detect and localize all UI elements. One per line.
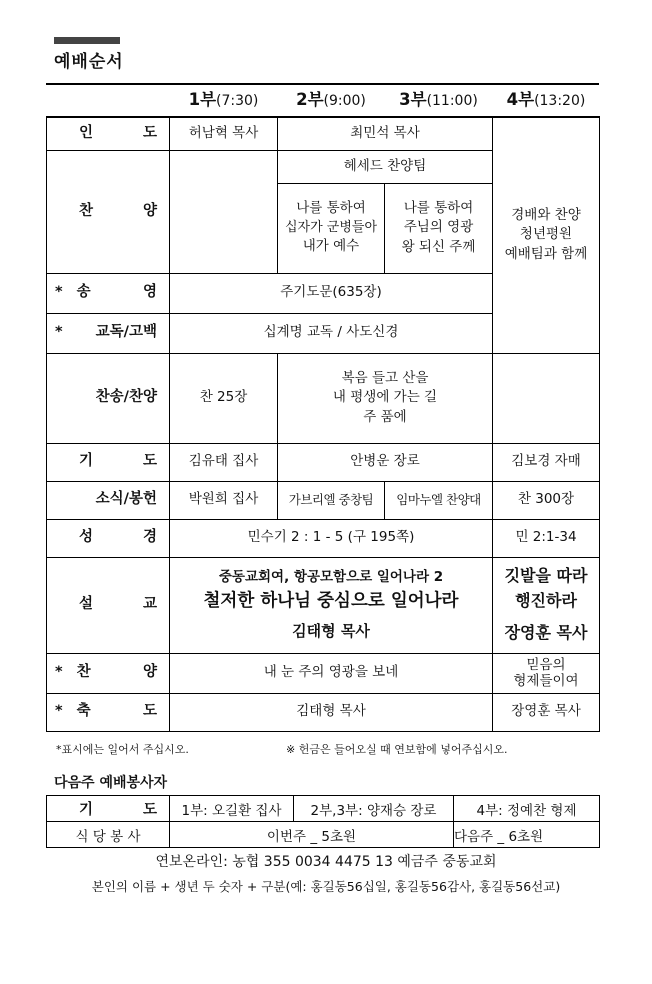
row-anthem	[47, 353, 600, 443]
label-scripture: 성 경	[47, 519, 170, 557]
label-praise: 찬 양	[47, 150, 170, 273]
invocation-s23: 최민석 목사	[278, 117, 493, 150]
praise-team: 헤세드 찬양팀	[278, 150, 493, 183]
row-final-praise	[47, 653, 600, 693]
page-title: 예배순서	[54, 52, 124, 72]
sermon-s4: 깃발을 따라 행진하라 장영훈 목사	[493, 557, 600, 653]
label-benediction: * 축 도	[47, 693, 170, 731]
online-offering: 연보온라인: 농협 355 0034 4475 13 예금주 중동교회	[155, 854, 497, 870]
praise-s2: 나를 통하여 십자가 군병들아 내가 예수	[278, 183, 385, 273]
label-hymn: * 송 영	[47, 273, 170, 313]
note-offering: ※ 헌금은 들어오실 때 연보함에 넣어주십시오.	[286, 743, 508, 756]
anthem-s1: 찬 25장	[170, 353, 278, 443]
service-header-row	[47, 84, 600, 117]
next-prayer-label: 기 도	[47, 796, 170, 822]
worship-order-table	[46, 84, 600, 732]
service-4: 4부(13:20)	[493, 84, 600, 117]
final-praise-s4: 믿음의 형제들이여	[493, 653, 600, 693]
next-prayer-23: 2부,3부: 양재승 장로	[294, 796, 454, 822]
benediction-s4: 장영훈 목사	[493, 693, 600, 731]
creed-value: 십계명 교독 / 사도신경	[170, 313, 493, 353]
prayer-s1: 김유태 집사	[170, 443, 278, 481]
service-2: 2부(9:00)	[278, 84, 385, 117]
sermon-s123	[170, 557, 493, 653]
kitchen-this-week: 이번주 _ 5초원	[170, 822, 454, 848]
offering-guide: 본인의 이름 + 생년 두 숫자 + 구분(예: 홍길동56십일, 홍길동56감사, 홍길동56선교)	[91, 879, 561, 894]
note-stand: *표시에는 일어서 주십시오.	[56, 743, 189, 756]
praise-s1-empty	[170, 150, 278, 273]
kitchen-next-week: 다음주 _ 6초원	[454, 822, 600, 848]
next-prayer-row	[47, 796, 600, 822]
hymn-value: 주기도문(635장)	[170, 273, 493, 313]
final-praise-s123: 내 눈 주의 영광을 보네	[170, 653, 493, 693]
sermon-title: 철저한 하나님 중심으로 일어나라	[203, 591, 459, 612]
row-sermon	[47, 557, 600, 653]
header-bar	[54, 37, 120, 44]
service-1: 1부(7:30)	[170, 84, 278, 117]
s4-praise-team: 경배와 찬양 청년평원 예배팀과 함께	[493, 117, 600, 353]
sermon-preacher: 김태형 목사	[292, 621, 370, 640]
scripture-s123: 민수기 2 : 1 - 5 (구 195쪽)	[170, 519, 493, 557]
next-week-table	[46, 795, 600, 848]
label-sermon: 설 교	[47, 557, 170, 653]
label-news: 소식/봉헌	[47, 481, 170, 519]
service-3: 3부(11:00)	[385, 84, 493, 117]
label-final-praise: * 찬 양	[47, 653, 170, 693]
prayer-s4: 김보경 자매	[493, 443, 600, 481]
sermon-series: 중동교회여, 항공모함으로 일어나라 2	[218, 568, 444, 585]
anthem-s4-empty	[493, 353, 600, 443]
prayer-s23: 안병운 장로	[278, 443, 493, 481]
next-kitchen-row	[47, 822, 600, 848]
row-invocation	[47, 117, 600, 150]
next-kitchen-label: 식 당 봉 사	[47, 822, 170, 848]
next-week-title: 다음주 예배봉사자	[54, 775, 168, 791]
row-news	[47, 481, 600, 519]
next-prayer-1: 1부: 오길환 집사	[170, 796, 294, 822]
label-anthem: 찬송/찬양	[47, 353, 170, 443]
anthem-s23: 복음 들고 산을 내 평생에 가는 길 주 품에	[278, 353, 493, 443]
news-s2: 가브리엘 중창팀	[278, 481, 385, 519]
invocation-s1: 허남혁 목사	[170, 117, 278, 150]
label-invocation: 인 도	[47, 117, 170, 150]
label-creed: * 교독/고백	[47, 313, 170, 353]
news-s3: 임마누엘 찬양대	[385, 481, 493, 519]
row-scripture	[47, 519, 600, 557]
benediction-s123: 김태형 목사	[170, 693, 493, 731]
scripture-s4: 민 2:1-34	[493, 519, 600, 557]
next-prayer-4: 4부: 정예찬 형제	[454, 796, 600, 822]
news-s4: 찬 300장	[493, 481, 600, 519]
label-prayer: 기 도	[47, 443, 170, 481]
praise-s3: 나를 통하여 주님의 영광 왕 되신 주께	[385, 183, 493, 273]
news-s1: 박원희 집사	[170, 481, 278, 519]
row-benediction	[47, 693, 600, 731]
row-prayer	[47, 443, 600, 481]
